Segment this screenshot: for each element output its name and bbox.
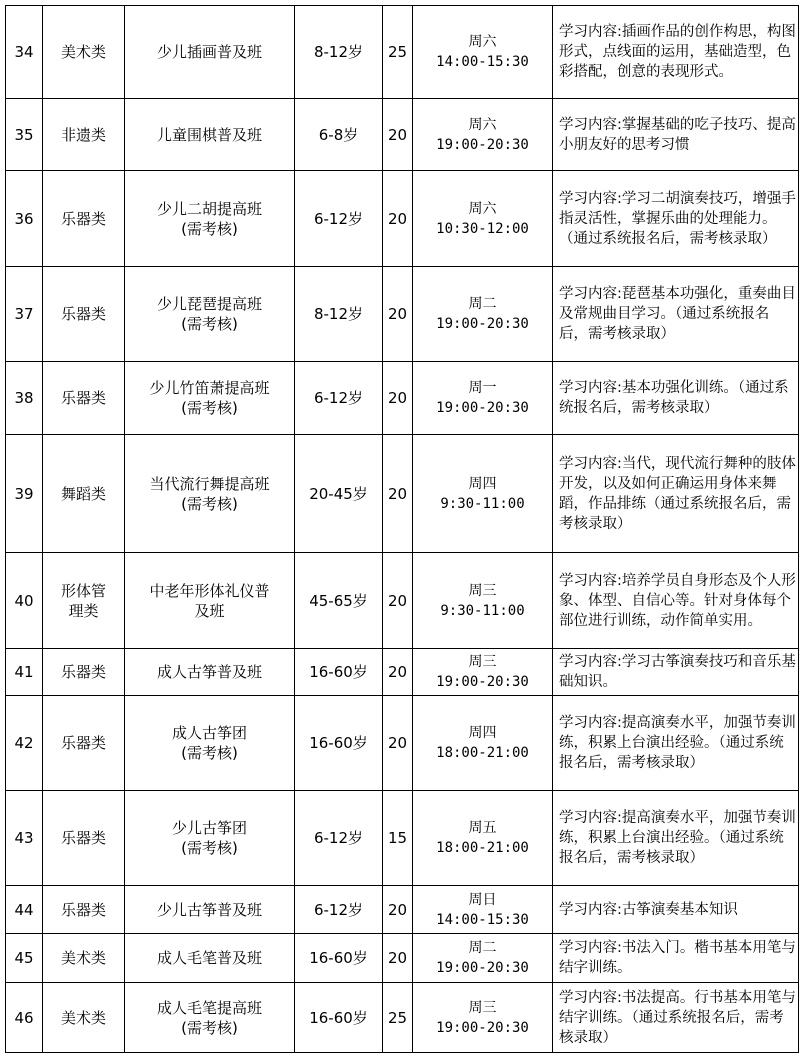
row-number: 41 bbox=[6, 649, 43, 696]
age-range: 16-60岁 bbox=[295, 696, 383, 791]
row-number: 37 bbox=[6, 267, 43, 362]
quota: 20 bbox=[383, 886, 413, 934]
course-content: 学习内容:提高演奏水平，加强节奏训练，积累上台演出经验。（通过系统报名后，需考核录取） bbox=[553, 696, 799, 791]
schedule bbox=[413, 171, 553, 267]
table-row bbox=[6, 934, 799, 983]
schedule-time: 19:00-20:30 bbox=[436, 674, 529, 690]
schedule-day: 周四 bbox=[468, 475, 497, 492]
row-number: 42 bbox=[6, 696, 43, 791]
course-category: 乐器类 bbox=[43, 171, 125, 267]
schedule-time: 18:00-21:00 bbox=[436, 840, 529, 856]
quota: 25 bbox=[383, 6, 413, 99]
schedule-time: 14:00-15:30 bbox=[436, 54, 529, 70]
schedule-day: 周一 bbox=[468, 380, 497, 396]
course-content: 学习内容:基本功强化训练。（通过系统报名后，需考核录取） bbox=[553, 362, 799, 435]
table-row bbox=[6, 649, 799, 696]
schedule-time: 9:30-11:00 bbox=[440, 602, 525, 619]
age-range: 8-12岁 bbox=[295, 6, 383, 99]
row-number: 44 bbox=[6, 886, 43, 934]
schedule bbox=[413, 553, 553, 649]
row-number: 38 bbox=[6, 362, 43, 435]
table-row bbox=[6, 6, 799, 99]
course-name: 少儿插画普及班 bbox=[125, 6, 295, 99]
schedule-time: 10:30-12:00 bbox=[436, 220, 529, 237]
schedule bbox=[413, 934, 553, 983]
quota: 20 bbox=[383, 934, 413, 983]
quota: 20 bbox=[383, 435, 413, 553]
course-category: 乐器类 bbox=[43, 791, 125, 886]
schedule-time: 9:30-11:00 bbox=[440, 495, 525, 512]
course-name: 成人古筝普及班 bbox=[125, 649, 295, 696]
age-range: 8-12岁 bbox=[295, 267, 383, 362]
course-category: 非遗类 bbox=[43, 99, 125, 171]
schedule bbox=[413, 649, 553, 696]
schedule-time: 14:00-15:30 bbox=[436, 911, 529, 928]
quota: 20 bbox=[383, 553, 413, 649]
course-content: 学习内容:插画作品的创作构思，构图形式，点线面的运用，基础造型，色彩搭配，创意的表现形式。 bbox=[553, 6, 799, 99]
schedule bbox=[413, 362, 553, 435]
table-row bbox=[6, 267, 799, 362]
schedule-day: 周六 bbox=[468, 34, 497, 50]
course-category: 乐器类 bbox=[43, 362, 125, 435]
course-category: 乐器类 bbox=[43, 649, 125, 696]
schedule bbox=[413, 791, 553, 886]
quota: 20 bbox=[383, 696, 413, 791]
age-range: 16-60岁 bbox=[295, 983, 383, 1053]
course-name: 当代流行舞提高班 (需考核) bbox=[125, 435, 295, 553]
schedule-time: 19:00-20:30 bbox=[436, 316, 529, 332]
course-name: 少儿古筝普及班 bbox=[125, 886, 295, 934]
schedule-time: 18:00-21:00 bbox=[436, 745, 529, 761]
row-number: 45 bbox=[6, 934, 43, 983]
course-name: 儿童围棋普及班 bbox=[125, 99, 295, 171]
schedule-time: 19:00-20:30 bbox=[436, 136, 529, 153]
schedule-day: 周三 bbox=[468, 582, 497, 599]
course-content: 学习内容:培养学员自身形态及个人形象、体型、自信心等。针对身体每个部位进行训练，动作简单实用。 bbox=[553, 553, 799, 649]
table-row bbox=[6, 99, 799, 171]
schedule bbox=[413, 983, 553, 1053]
course-category: 美术类 bbox=[43, 6, 125, 99]
course-category: 乐器类 bbox=[43, 886, 125, 934]
schedule-day: 周二 bbox=[468, 296, 497, 312]
quota: 20 bbox=[383, 649, 413, 696]
quota: 20 bbox=[383, 171, 413, 267]
schedule-day: 周六 bbox=[468, 200, 497, 217]
course-name: 成人古筝团 (需考核) bbox=[125, 696, 295, 791]
schedule-day: 周五 bbox=[468, 820, 497, 836]
schedule bbox=[413, 267, 553, 362]
course-category: 乐器类 bbox=[43, 696, 125, 791]
schedule bbox=[413, 696, 553, 791]
quota: 25 bbox=[383, 983, 413, 1053]
course-category: 形体管 理类 bbox=[43, 553, 125, 649]
table-row bbox=[6, 886, 799, 934]
course-name: 少儿琵琶提高班 (需考核) bbox=[125, 267, 295, 362]
course-content: 学习内容:提高演奏水平，加强节奏训练，积累上台演出经验。（通过系统报名后，需考核录取） bbox=[553, 791, 799, 886]
course-content: 学习内容:掌握基础的吃子技巧、提高小朋友好的思考习惯 bbox=[553, 99, 799, 171]
age-range: 6-8岁 bbox=[295, 99, 383, 171]
age-range: 20-45岁 bbox=[295, 435, 383, 553]
course-content: 学习内容:古筝演奏基本知识 bbox=[553, 886, 799, 934]
table-row bbox=[6, 553, 799, 649]
course-content: 学习内容:学习古筝演奏技巧和音乐基础知识。 bbox=[553, 649, 799, 696]
schedule-time: 19:00-20:30 bbox=[436, 960, 529, 976]
age-range: 6-12岁 bbox=[295, 362, 383, 435]
age-range: 6-12岁 bbox=[295, 886, 383, 934]
age-range: 16-60岁 bbox=[295, 934, 383, 983]
course-content: 学习内容:书法入门。楷书基本用笔与结字训练。 bbox=[553, 934, 799, 983]
row-number: 46 bbox=[6, 983, 43, 1053]
row-number: 39 bbox=[6, 435, 43, 553]
course-content: 学习内容:当代，现代流行舞种的肢体开发，以及如何正确运用身体来舞蹈，作品排练（通过系统报名后，需考核录取） bbox=[553, 435, 799, 553]
quota: 20 bbox=[383, 99, 413, 171]
quota: 15 bbox=[383, 791, 413, 886]
age-range: 16-60岁 bbox=[295, 649, 383, 696]
schedule-day: 周日 bbox=[468, 891, 497, 908]
table-row bbox=[6, 983, 799, 1053]
schedule-day: 周三 bbox=[468, 999, 497, 1016]
schedule bbox=[413, 6, 553, 99]
schedule bbox=[413, 886, 553, 934]
course-category: 美术类 bbox=[43, 934, 125, 983]
course-name: 少儿二胡提高班 (需考核) bbox=[125, 171, 295, 267]
course-content: 学习内容:书法提高。行书基本用笔与结字训练。（通过系统报名后，需考核录取） bbox=[553, 983, 799, 1053]
course-name: 成人毛笔普及班 bbox=[125, 934, 295, 983]
row-number: 36 bbox=[6, 171, 43, 267]
row-number: 34 bbox=[6, 6, 43, 99]
schedule bbox=[413, 435, 553, 553]
table-row bbox=[6, 171, 799, 267]
schedule-day: 周二 bbox=[468, 940, 497, 956]
schedule-time: 19:00-20:30 bbox=[436, 1019, 529, 1036]
course-name: 成人毛笔提高班 (需考核) bbox=[125, 983, 295, 1053]
row-number: 40 bbox=[6, 553, 43, 649]
course-name: 少儿古筝团 (需考核) bbox=[125, 791, 295, 886]
course-content: 学习内容:琵琶基本功强化，重奏曲目及常规曲目学习。（通过系统报名后，需考核录取） bbox=[553, 267, 799, 362]
schedule bbox=[413, 99, 553, 171]
table-row bbox=[6, 435, 799, 553]
table-row bbox=[6, 696, 799, 791]
row-number: 43 bbox=[6, 791, 43, 886]
age-range: 6-12岁 bbox=[295, 171, 383, 267]
table-row bbox=[6, 791, 799, 886]
schedule-day: 周三 bbox=[468, 654, 497, 670]
course-table bbox=[5, 5, 799, 1053]
age-range: 6-12岁 bbox=[295, 791, 383, 886]
course-category: 舞蹈类 bbox=[43, 435, 125, 553]
quota: 20 bbox=[383, 362, 413, 435]
schedule-day: 周六 bbox=[468, 116, 497, 133]
row-number: 35 bbox=[6, 99, 43, 171]
age-range: 45-65岁 bbox=[295, 553, 383, 649]
course-name: 少儿竹笛萧提高班 (需考核) bbox=[125, 362, 295, 435]
schedule-time: 19:00-20:30 bbox=[436, 400, 529, 416]
table-row bbox=[6, 362, 799, 435]
course-category: 美术类 bbox=[43, 983, 125, 1053]
course-content: 学习内容:学习二胡演奏技巧，增强手指灵活性，掌握乐曲的处理能力。（通过系统报名后，需考核录取） bbox=[553, 171, 799, 267]
course-category: 乐器类 bbox=[43, 267, 125, 362]
quota: 20 bbox=[383, 267, 413, 362]
schedule-day: 周四 bbox=[468, 725, 497, 741]
course-name: 中老年形体礼仪普 及班 bbox=[125, 553, 295, 649]
